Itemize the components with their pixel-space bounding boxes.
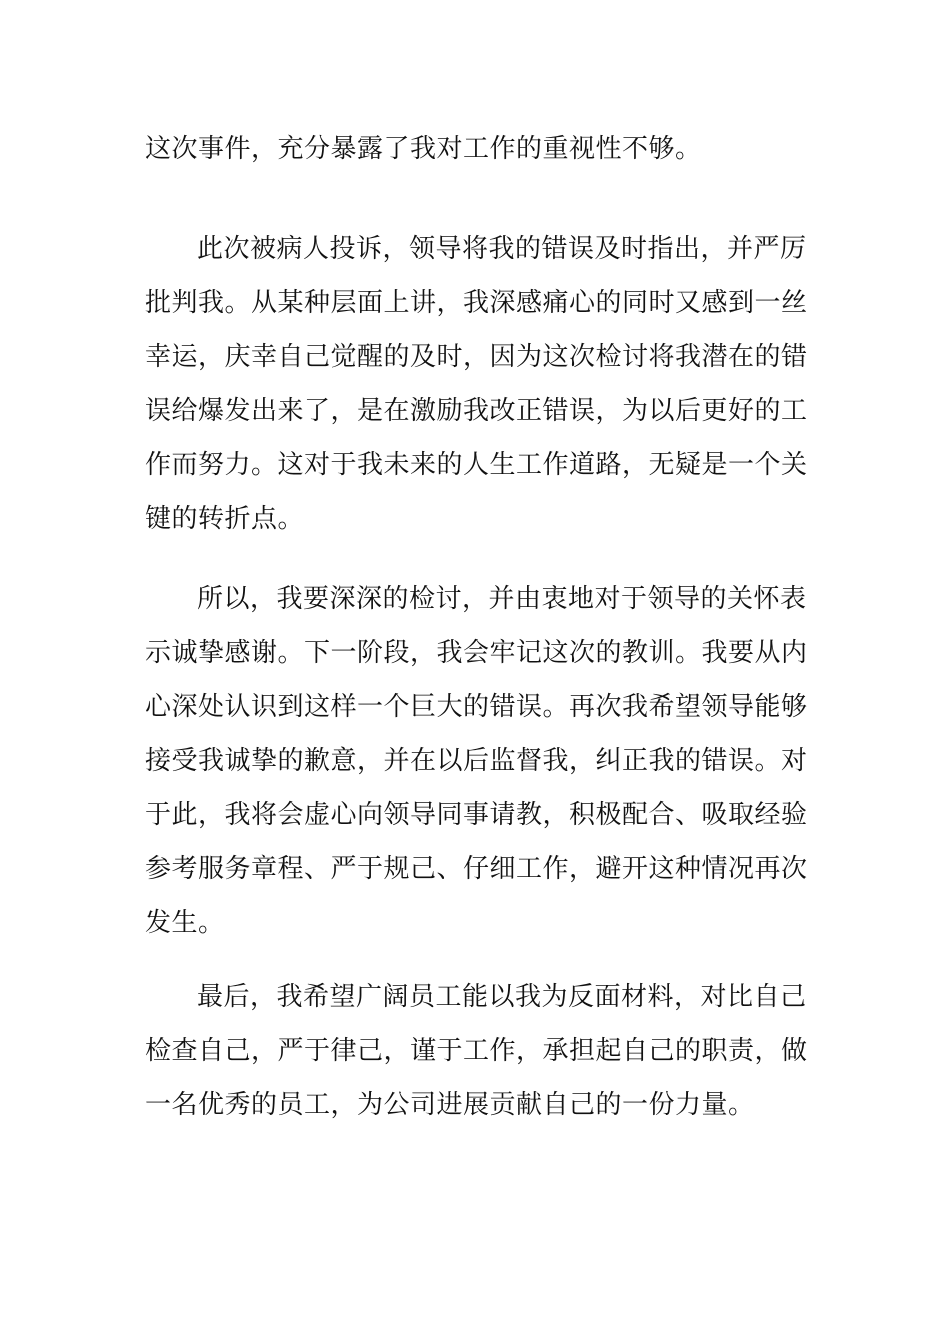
paragraph-1	[145, 122, 813, 176]
text-line: 于此，我将会虚心向领导同事请教，积极配合、吸取经验	[145, 800, 808, 830]
text-line: 最后，我希望广阔员工能以我为反面材料，对比自己	[197, 982, 807, 1012]
text-line: 作而努力。这对于我未来的人生工作道路，无疑是一个关	[145, 450, 808, 480]
text-line: 参考服务章程、严于规己、仔细工作，避开这种情况再次	[145, 854, 808, 884]
paragraph-2	[145, 222, 813, 546]
text-line: 此次被病人投诉，领导将我的错误及时指出，并严厉	[197, 234, 807, 264]
text-line: 发生。	[145, 908, 225, 938]
text-line: 一名优秀的员工，为公司进展贡献自己的一份力量。	[145, 1090, 755, 1120]
text-line: 心深处认识到这样一个巨大的错误。再次我希望领导能够	[145, 692, 808, 722]
text-line: 检查自己，严于律己，谨于工作，承担起自己的职责，做	[145, 1036, 808, 1066]
text-line: 幸运，庆幸自己觉醒的及时，因为这次检讨将我潜在的错	[145, 342, 808, 372]
text-line: 误给爆发出来了，是在激励我改正错误，为以后更好的工	[145, 396, 808, 426]
text-line: 批判我。从某种层面上讲，我深感痛心的同时又感到一丝	[145, 288, 808, 318]
paragraph-3	[145, 572, 813, 950]
text-line: 键的转折点。	[145, 504, 305, 534]
paragraph-4	[145, 970, 813, 1132]
text-line: 所以，我要深深的检讨，并由衷地对于领导的关怀表	[197, 584, 807, 614]
text-line: 示诚挚感谢。下一阶段，我会牢记这次的教训。我要从内	[145, 638, 808, 668]
text-line: 接受我诚挚的歉意，并在以后监督我，纠正我的错误。对	[145, 746, 808, 776]
text-line: 这次事件，充分暴露了我对工作的重视性不够。	[145, 134, 702, 164]
